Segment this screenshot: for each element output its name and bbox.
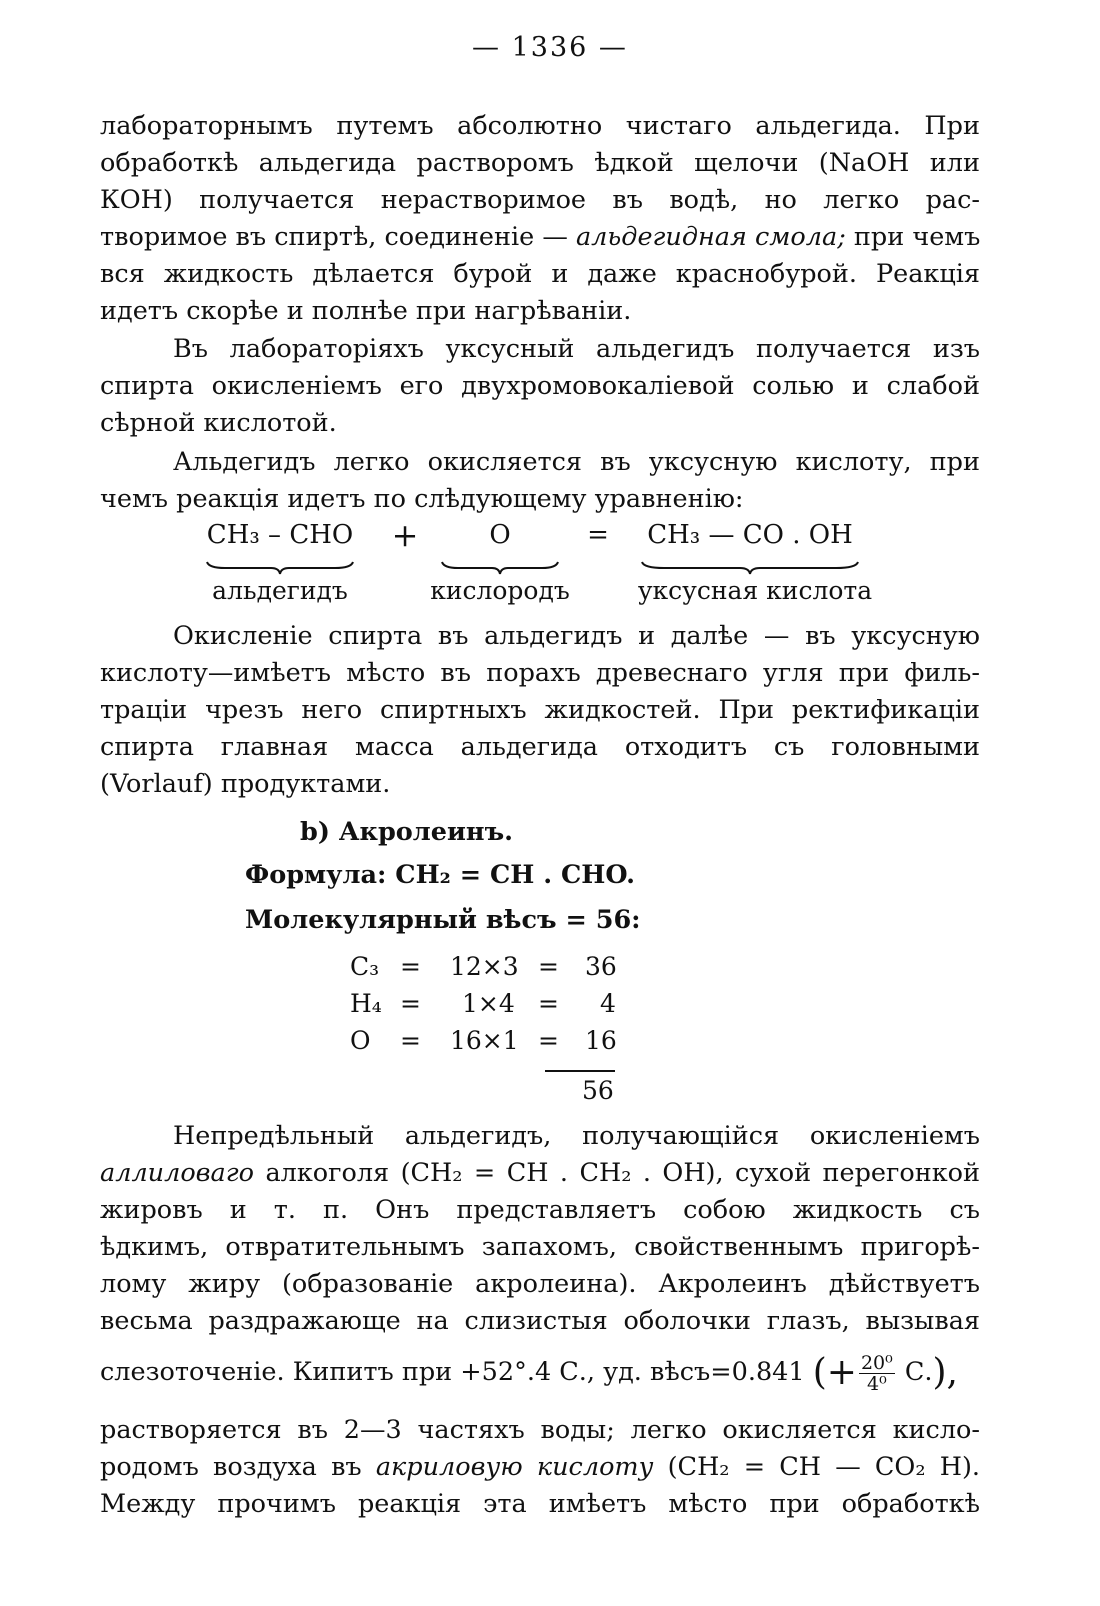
mw-total: 56 [582, 1076, 614, 1105]
text-segment: С. [904, 1357, 933, 1387]
text-line: вся жидкость дѣлается бурой и даже краснобурой. Реакція [100, 259, 980, 289]
equation-mid: O [489, 520, 511, 550]
text-line: сѣрной кислотой. [100, 408, 337, 438]
text-line: ѣдкимъ, отвратительнымъ запахомъ, свойственнымъ пригорѣ- [100, 1232, 980, 1262]
sum-rule [545, 1070, 615, 1072]
text-line: КОН) получается нерастворимое въ водѣ, но легко рас- [100, 185, 980, 215]
mw-element: H₄ [350, 989, 382, 1018]
text-line: кислоту—имѣетъ мѣсто въ порахъ древеснаго угля при филь- [100, 658, 980, 688]
molecular-weight-label: Молекулярный вѣсъ = 56: [245, 905, 641, 935]
mw-value: 4 [600, 989, 616, 1018]
text-line: Въ лабораторіяхъ уксусный альдегидъ получается изъ [173, 334, 980, 364]
text-line: лабораторнымъ путемъ абсолютно чистаго альдегида. При [100, 111, 980, 141]
equation-label-left: альдегидъ [212, 576, 348, 605]
italic-term: альдегидная смола; [575, 222, 846, 252]
temperature-fraction: $\frac{\text{20⁰}}{\text{4⁰}}$ [860, 1351, 893, 1395]
text-line: лому жиру (образованіе акролеина). Акролеинъ дѣйствуетъ [100, 1269, 980, 1299]
text-line [100, 219, 980, 255]
mw-element: C₃ [350, 952, 380, 981]
text-line: жировъ и т. п. Онъ представляетъ собою жидкость съ [100, 1195, 980, 1225]
text-line: растворяется въ 2—3 частяхъ воды; легко окисляется кисло- [100, 1415, 980, 1445]
text-line: весьма раздражающе на слизистыя оболочки глазъ, вызывая [100, 1306, 980, 1336]
underbrace-icon [205, 560, 355, 576]
paren: (+ [812, 1352, 857, 1393]
text-line: чемъ реакція идетъ по слѣдующему уравненію: [100, 484, 744, 514]
equation-equals: = [587, 520, 609, 550]
text-line: Окисленіе спирта въ альдегидъ и далѣе — въ уксусную [173, 621, 980, 651]
mw-mult: 1×4 [462, 989, 515, 1018]
equation-right: CH₃ — CO . OH [647, 520, 853, 550]
equation-left: CH₃ – CHO [206, 520, 354, 550]
underbrace-icon [640, 560, 860, 576]
text-segment: (CH₂ = CH — CO₂ H). [667, 1452, 981, 1482]
mw-eq: = [538, 989, 559, 1018]
section-heading: b) Акролеинъ. [300, 817, 514, 847]
page-number: — 1336 — [472, 32, 628, 63]
text-line: Между прочимъ реакція эта имѣетъ мѣсто при обработкѣ [100, 1489, 980, 1519]
mw-eq: = [400, 989, 421, 1018]
mw-element: O [350, 1026, 371, 1055]
mw-eq: = [400, 952, 421, 981]
text-segment: родомъ воздуха въ [100, 1452, 362, 1482]
equation-label-mid: кислородъ [430, 576, 570, 605]
text-line: обработкѣ альдегида растворомъ ѣдкой щелочи (NaOH или [100, 148, 980, 178]
text-segment: при чемъ [853, 222, 981, 252]
text-line: Альдегидъ легко окисляется въ уксусную кислоту, при [173, 447, 980, 477]
mw-eq: = [538, 952, 559, 981]
mw-eq: = [538, 1026, 559, 1055]
formula: Формула: CH₂ = CH . CHO. [245, 860, 635, 890]
text-line: траціи чрезъ него спиртныхъ жидкостей. При ректификаціи [100, 695, 980, 725]
italic-term: акриловую кислоту [375, 1452, 654, 1482]
reaction-equation [0, 516, 1100, 610]
equation-plus: + [391, 516, 419, 554]
text-line [100, 1155, 980, 1191]
text-line: идетъ скорѣе и полнѣе при нагрѣваніи. [100, 296, 632, 326]
mw-value: 16 [585, 1026, 617, 1055]
text-line: Непредѣльный альдегидъ, получающійся окисленіемъ [173, 1121, 980, 1151]
text-segment: алкоголя (CH₂ = CH . CH₂ . OH), сухой перегонкой [265, 1158, 980, 1188]
text-line: спирта главная масса альдегида отходитъ съ головными [100, 732, 980, 762]
mw-value: 36 [585, 952, 617, 981]
text-segment: слезоточеніе. Кипитъ при +52°.4 С., уд. вѣсъ=0.841 [100, 1357, 805, 1387]
mw-eq: = [400, 1026, 421, 1055]
equation-label-right: уксусная кислота [637, 576, 873, 605]
text-line: спирта окисленіемъ его двухромовокаліевой солью и слабой [100, 371, 980, 401]
underbrace-icon [440, 560, 560, 576]
text-segment: творимое въ спиртѣ, соединеніе — [100, 222, 568, 252]
text-line [100, 1449, 980, 1485]
mw-mult: 12×3 [450, 952, 519, 981]
text-line [100, 1348, 980, 1397]
paren: ), [932, 1352, 958, 1393]
text-line: (Vorlauf) продуктами. [100, 769, 391, 799]
italic-term: аллиловаго [100, 1158, 254, 1188]
mw-mult: 16×1 [450, 1026, 519, 1055]
